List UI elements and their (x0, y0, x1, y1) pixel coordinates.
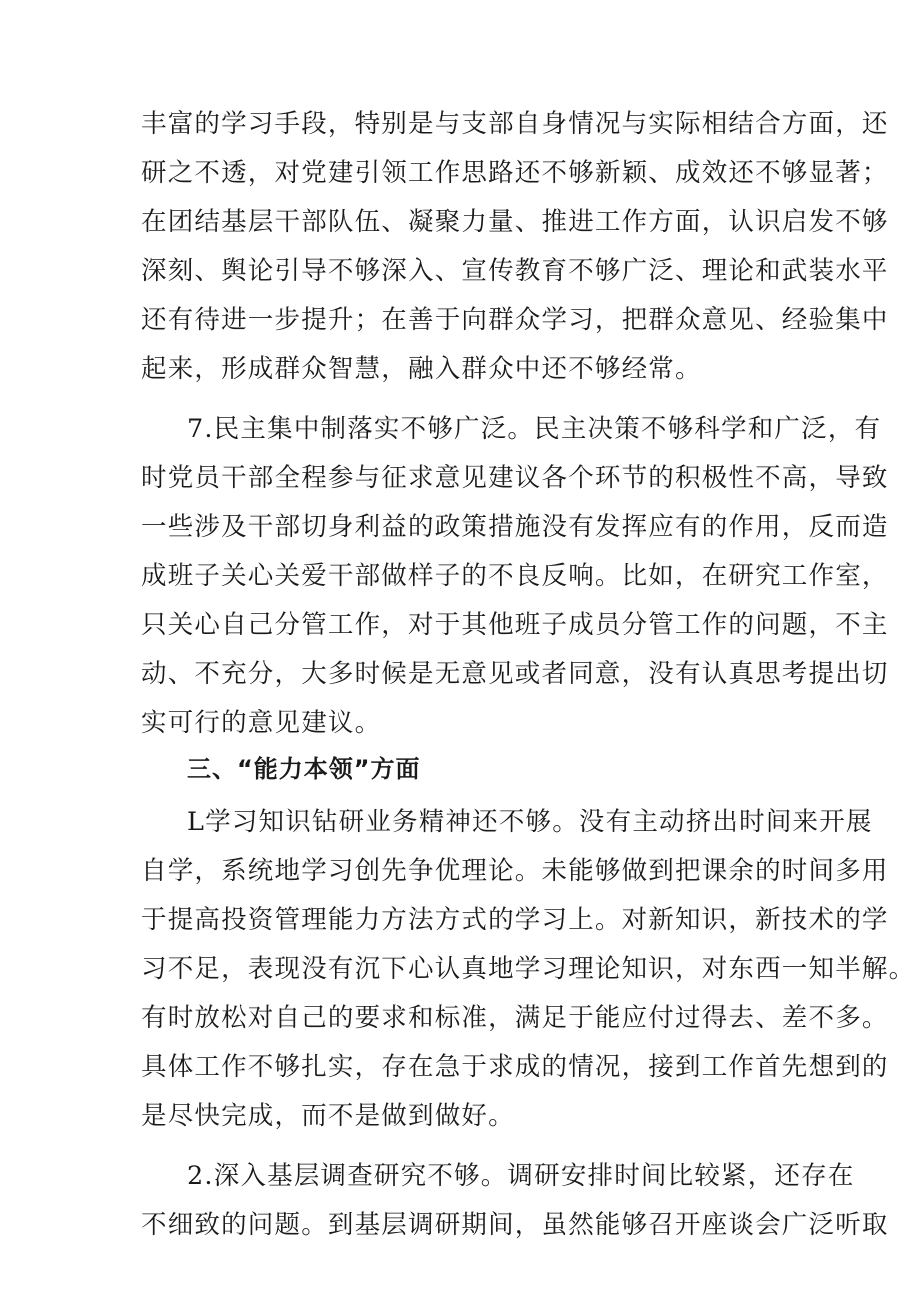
paragraph-line: 只关心自己分管工作，对于其他班子成员分管工作的问题，不主 (141, 610, 889, 640)
paragraph-line: 在团结基层干部队伍、凝聚力量、推进工作方面，认识启发不够 (141, 207, 889, 237)
paragraph-line: 自学，系统地学习创先争优理论。未能够做到把课余的时间多用 (141, 856, 889, 886)
paragraph-line: 2.深入基层调查研究不够。调研安排时间比较紧，还存在 (187, 1161, 855, 1191)
paragraph-line: 7.民主集中制落实不够广泛。民主决策不够科学和广泛，有 (187, 414, 882, 444)
paragraph-line: 一些涉及干部切身利益的政策措施没有发挥应有的作用，反而造 (141, 512, 889, 542)
paragraph-line: 不细致的问题。到基层调研期间，虽然能够召开座谈会广泛听取 (141, 1210, 889, 1240)
paragraph-line: L学习知识钻研业务精神还不够。没有主动挤出时间来开展 (187, 807, 873, 837)
paragraph-line: 深刻、舆论引导不够深入、宣传教育不够广泛、理论和武装水平 (141, 256, 889, 286)
paragraph-line: 习不足，表现没有沉下心认真地学习理论知识，对东西一知半解。 (141, 954, 916, 984)
paragraph-line: 实可行的意见建议。 (141, 708, 382, 738)
paragraph-line: 具体工作不够扎实，存在急于求成的情况，接到工作首先想到的 (141, 1052, 889, 1082)
paragraph-line: 是尽快完成，而不是做到做好。 (141, 1101, 515, 1131)
paragraph-line: 时党员干部全程参与征求意见建议各个环节的积极性不高，导致 (141, 463, 889, 493)
paragraph-line: 成班子关心关爱干部做样子的不良反响。比如，在研究工作室， (141, 561, 889, 591)
paragraph-line: 于提高投资管理能力方法方式的学习上。对新知识，新技术的学 (141, 905, 889, 935)
paragraph-line: 研之不透，对党建引领工作思路还不够新颖、成效还不够显著； (141, 158, 889, 188)
paragraph-line: 丰富的学习手段，特别是与支部自身情况与实际相结合方面，还 (141, 109, 889, 139)
paragraph-line: 动、不充分，大多时候是无意见或者同意，没有认真思考提出切 (141, 659, 889, 689)
paragraph-line: 起来，形成群众智慧，融入群众中还不够经常。 (141, 354, 702, 384)
section-heading: 三、“能力本领”方面 (187, 755, 421, 783)
paragraph-line: 有时放松对自己的要求和标准，满足于能应付过得去、差不多。 (141, 1003, 889, 1033)
paragraph-line: 还有待进一步提升；在善于向群众学习，把群众意见、经验集中 (141, 305, 889, 335)
